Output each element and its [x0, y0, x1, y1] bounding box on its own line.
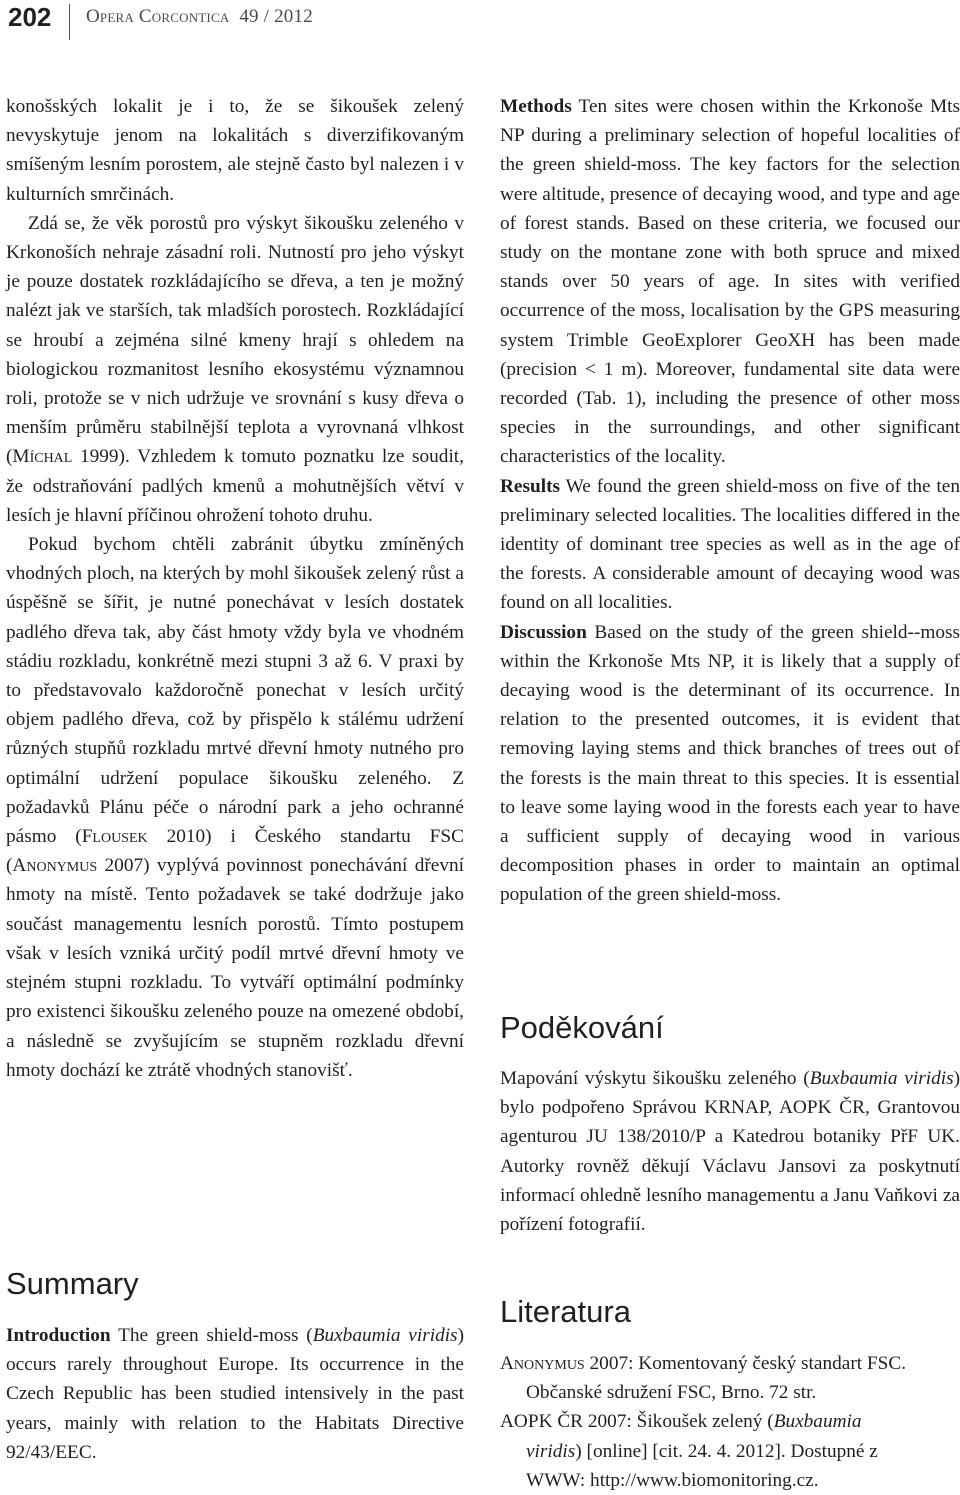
page-number: 202: [8, 2, 52, 32]
species-name: Buxbaumia viridis: [312, 1325, 458, 1346]
methods-label: Methods: [500, 96, 572, 117]
reference-item: AOPK ČR 2007: Šikoušek zelený (Buxbaumia viridis) [online] [cit. 24. 4. 2012]. Dostupné z WWW: http://www.biomonitoring.cz.: [500, 1411, 878, 1491]
header-divider: [69, 4, 70, 40]
methods-paragraph: Methods Ten sites were chosen within the Krkonoše Mts NP during a preliminary selection of hopeful localities of the green shield-moss. The key factors for the selection were altitude, presence of decaying wood, and type and age of forest stands. Based on these criteria, we focused our study on the montane zone with both spruce and mixed stands over 50 years of age. In sites with verified occurrence of the moss, localisation by the GPS measuring system Trimble GeoExplorer GeoXH has been made (precision < 1 m). Moreover, fundamental site data were recorded (Tab. 1), including the presence of other moss species in the surroundings, and other significant characteristics of the locality.: [500, 96, 960, 468]
results-paragraph: Results We found the green shield-moss on five of the ten preliminary selected localities. The localities differed in the identity of dominant tree species as well as in the age of the forests. A considerable amount of decaying wood was found on all localities.: [500, 475, 960, 614]
right-column-summary: [500, 92, 960, 910]
paragraph-3: Pokud bychom chtěli zabránit úbytku zmíněných vhodných ploch, na kterých by mohl šikoušek zelený růst a úspěšně se šířit, je nutné ponechávat v lesích dostatek padlého dřeva tak, aby část hmoty vždy byla ve vhodném stádiu rozkladu, konkrétně mezi stupni 3 až 6. V praxi by to představovalo každoročně ponechat v lesích určitý objem padlého dřeva, což by přispělo k stálému udržení různých stupňů rozkladu mrtvé dřevní hmoty nutného pro optimální udržení populace šikoušku zeleného. Z požadavků Plánu péče o národní park a jeho ochranné pásmo (Flousek 2010) i Českého standartu FSC (Anonymus 2007) vyplývá povinnost ponechávání dřevní hmoty na místě. Tento požadavek se také dodržuje jako součást managementu lesních porostů. Tímto postupem však v lesích vzniká určitý podíl mrtvé dřevní hmoty ve stejném stupni rozkladu. To vytváří optimální podmínky pro existenci šikoušku zeleného pouze na omezené období, a následně se zvyšujícím se stupněm rozkladu dřevní hmoty dochází ke ztrátě vhodných stanovišť.: [6, 534, 464, 1081]
results-label: Results: [500, 475, 560, 497]
journal-issue: 49 / 2012: [239, 6, 313, 27]
species-name: Buxbaumia viridis: [809, 1068, 954, 1089]
species-name: Buxbaumia viridis: [526, 1411, 862, 1462]
left-column-body: [6, 92, 464, 1085]
journal-title: [86, 6, 313, 28]
paragraph-2: Zdá se, že věk porostů pro výskyt šikoušku zeleného v Krkonoších nehraje zásadní roli. Nutností pro jeho výskyt je pouze dostatek rozkládajícího se dřeva, a ten je možný nalézt jak ve starších, tak mladších porostech. Rozkládající se hroubí a zejména silné kmeny hrají s ohledem na biologickou rozmanitost lesního ekosystému významnou roli, protože se v nich udržuje ve srovnání s kusy dřeva o menším průměru stabilnější teplota a vyrovnaná vlhkost (Míchal 1999). Vzhledem k tomuto poznatku lze soudit, že odstraňování padlých kmenů a mohutnějších větví v lesích je hlavní příčinou ohrožení tohoto druhu.: [6, 212, 464, 526]
page-header: [6, 0, 956, 44]
discussion-paragraph: Discussion Based on the study of the green shield--moss within the Krkonoše Mts NP, it is likely that a supply of decaying wood is the determinant of its occurrence. In relation to the presented outcomes, it is evident that removing laying stems and thick branches of trees out of the forests is the main threat to this species. It is essential to leave some laying wood in the forests each year to have a sufficient supply of decaying wood in various decomposition phases in order to maintain an optimal population of the green shield-moss.: [500, 621, 960, 906]
summary-heading: Summary: [6, 1266, 139, 1301]
citation-flousek: Flousek: [81, 826, 148, 848]
introduction-label: Introduction: [6, 1325, 111, 1346]
citation-anonymus: Anonymus: [12, 855, 98, 877]
citation-michal: Míchal: [12, 446, 73, 468]
reference-author: Anonymus: [500, 1353, 585, 1374]
reference-item: Anonymus 2007: Komentovaný český standart FSC. Občanské sdružení FSC, Brno. 72 str.: [500, 1353, 907, 1404]
discussion-label: Discussion: [500, 621, 587, 643]
literature-heading: Literatura: [500, 1294, 631, 1329]
summary-introduction: Introduction The green shield-moss (Buxbaumia viridis) occurs rarely throughout Europe. Its occurrence in the Czech Republic has been studied intensively in the past years, mainly with relation to the Habitats Directive 92/43/EEC.: [6, 1325, 464, 1463]
acknowledgements-text: Mapování výskytu šikoušku zeleného (Buxbaumia viridis) bylo podpořeno Správou KRNAP, AOPK ČR, Grantovou agenturou JU 138/2010/P a Katedrou botaniky PřF UK. Autorky rovněž děkují Václavu Jansovi za poskytnutí informací ohledně lesního managementu a Janu Vaňkovi za pořízení fotografií.: [500, 1068, 960, 1236]
reference-list: [500, 1349, 920, 1495]
acknowledgements-heading: Poděkování: [500, 1010, 664, 1045]
paragraph-1: konošských lokalit je i to, že se šikoušek zelený nevyskytuje jenom na lokalitách s diverzifikovaným smíšeným lesním porostem, ale stejně často byl nalezen i v kulturních smrčinách.: [6, 96, 464, 205]
journal-name: Opera Corcontica: [86, 6, 230, 27]
